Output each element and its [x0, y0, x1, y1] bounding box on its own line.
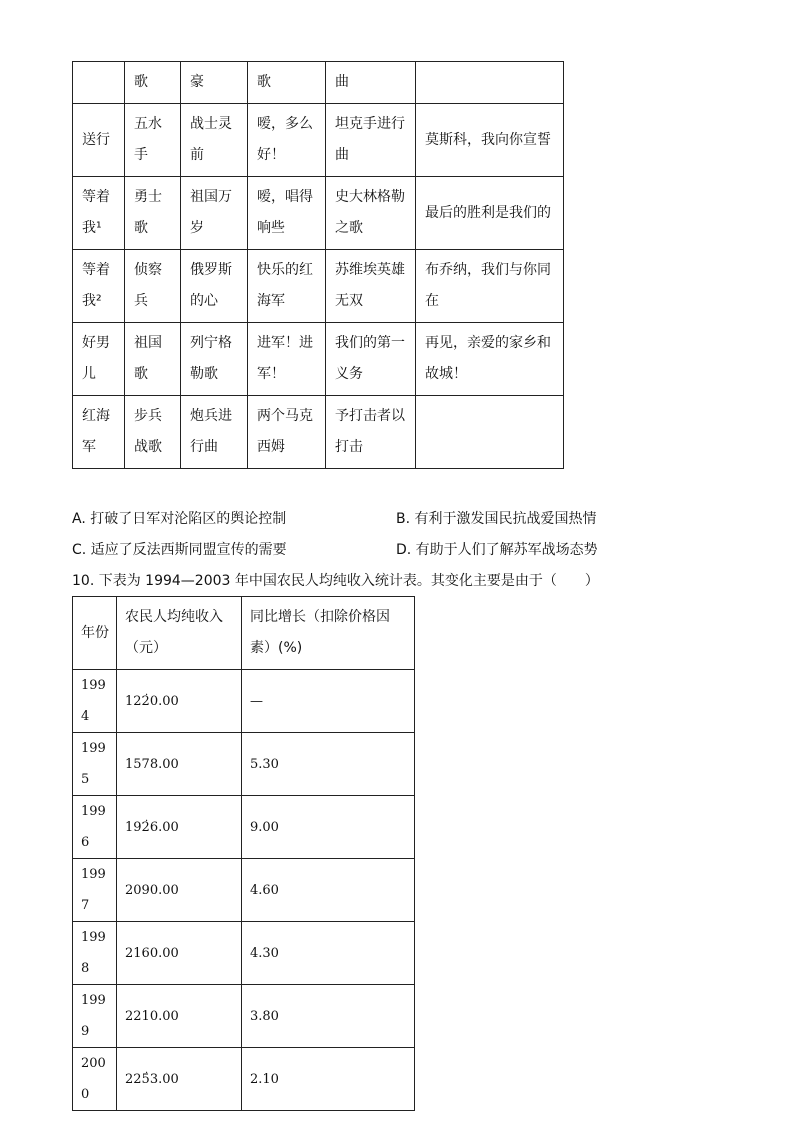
table-cell: — — [242, 670, 415, 733]
table-cell: 嗳，多么好！ — [248, 104, 326, 177]
table-cell: 俄罗斯的心 — [181, 250, 248, 323]
table-cell: 歌 — [248, 62, 326, 104]
table-cell: 2090.00 — [117, 859, 242, 922]
table-cell: 战士灵前 — [181, 104, 248, 177]
table-cell: 五水手 — [125, 104, 181, 177]
table-cell: 4.60 — [242, 859, 415, 922]
table-cell: 史大林格勒之歌 — [326, 177, 416, 250]
table-row — [73, 177, 564, 250]
table-cell: 4.30 — [242, 922, 415, 985]
table-cell: 苏维埃英雄无双 — [326, 250, 416, 323]
table-row — [73, 985, 415, 1048]
income-table — [72, 596, 415, 1111]
question-10-stem: 10. 下表为 1994—2003 年中国农民人均纯收入统计表。其变化主要是由于（ ） — [72, 573, 599, 589]
table-cell: 再见，亲爱的家乡和故城！ — [416, 323, 564, 396]
table-cell: 等着我¹ — [73, 177, 125, 250]
table-cell: 快乐的红海军 — [248, 250, 326, 323]
option-a[interactable]: A. 打破了日军对沦陷区的舆论控制 — [72, 511, 287, 527]
table-cell: 2000 — [73, 1048, 117, 1111]
option-c[interactable]: C. 适应了反法西斯同盟宣传的需要 — [72, 542, 287, 558]
table-row — [73, 859, 415, 922]
table-row — [73, 922, 415, 985]
table-cell: 1999 — [73, 985, 117, 1048]
table-cell: 1998 — [73, 922, 117, 985]
table-row — [73, 104, 564, 177]
table-cell: 坦克手进行曲 — [326, 104, 416, 177]
column-header: 农民人均纯收入（元） — [117, 597, 242, 670]
table-cell: 好男儿 — [73, 323, 125, 396]
table-cell: 祖国万岁 — [181, 177, 248, 250]
table-cell: 两个马克西姆 — [248, 396, 326, 469]
table-cell: 歌 — [125, 62, 181, 104]
table-cell: 等着我² — [73, 250, 125, 323]
table-cell: 1926.00 · — [117, 796, 242, 859]
table-cell: 莫斯科，我向你宣誓 — [416, 104, 564, 177]
table-cell: 2.10 — [242, 1048, 415, 1111]
option-b[interactable]: B. 有利于激发国民抗战爱国热情 — [396, 511, 597, 527]
table-row — [73, 670, 415, 733]
option-d[interactable]: D. 有助于人们了解苏军战场态势 — [396, 542, 598, 558]
table-cell: 送行 — [73, 104, 125, 177]
table-cell: 勇士歌 — [125, 177, 181, 250]
table-cell: 列宁格勒歌 — [181, 323, 248, 396]
table-cell: 侦察兵 — [125, 250, 181, 323]
table-header-row — [73, 597, 415, 670]
table-cell: 进军！进军！ — [248, 323, 326, 396]
table-row — [73, 733, 415, 796]
table-cell: 2253.00 · — [117, 1048, 242, 1111]
table-cell: 1994 — [73, 670, 117, 733]
table-cell: 予打击者以打击 — [326, 396, 416, 469]
table-cell: 1220.00 · — [117, 670, 242, 733]
table-cell: 炮兵进行曲 — [181, 396, 248, 469]
table-row — [73, 250, 564, 323]
table-row — [73, 1048, 415, 1111]
table-cell: 5.30 — [242, 733, 415, 796]
table-cell: 曲 — [326, 62, 416, 104]
table-cell: 1996 — [73, 796, 117, 859]
table-cell: 2210.00 — [117, 985, 242, 1048]
table-cell — [73, 62, 125, 104]
table-cell: 2160.00 — [117, 922, 242, 985]
table-cell: 嗳，唱得响些 — [248, 177, 326, 250]
songs-table — [72, 61, 564, 469]
table-cell: 我们的第一义务 — [326, 323, 416, 396]
table-cell: 豪 — [181, 62, 248, 104]
table-cell — [416, 62, 564, 104]
table-cell: 布乔纳，我们与你同在 — [416, 250, 564, 323]
column-header: 年份 — [73, 597, 117, 670]
table-cell: 红海军 — [73, 396, 125, 469]
table-cell: 最后的胜利是我们的 — [416, 177, 564, 250]
table-cell: 祖国歌 — [125, 323, 181, 396]
table-cell: 步兵战歌 — [125, 396, 181, 469]
table-row — [73, 396, 564, 469]
table-cell: 1578.00 — [117, 733, 242, 796]
table-row — [73, 323, 564, 396]
table-cell: 9.00 — [242, 796, 415, 859]
table-cell: 1997 — [73, 859, 117, 922]
table-cell: 1995 — [73, 733, 117, 796]
column-header: 同比增长（扣除价格因素）(%) — [242, 597, 415, 670]
table-row — [73, 62, 564, 104]
table-cell — [416, 396, 564, 469]
table-cell: 3.80 — [242, 985, 415, 1048]
table-row — [73, 796, 415, 859]
